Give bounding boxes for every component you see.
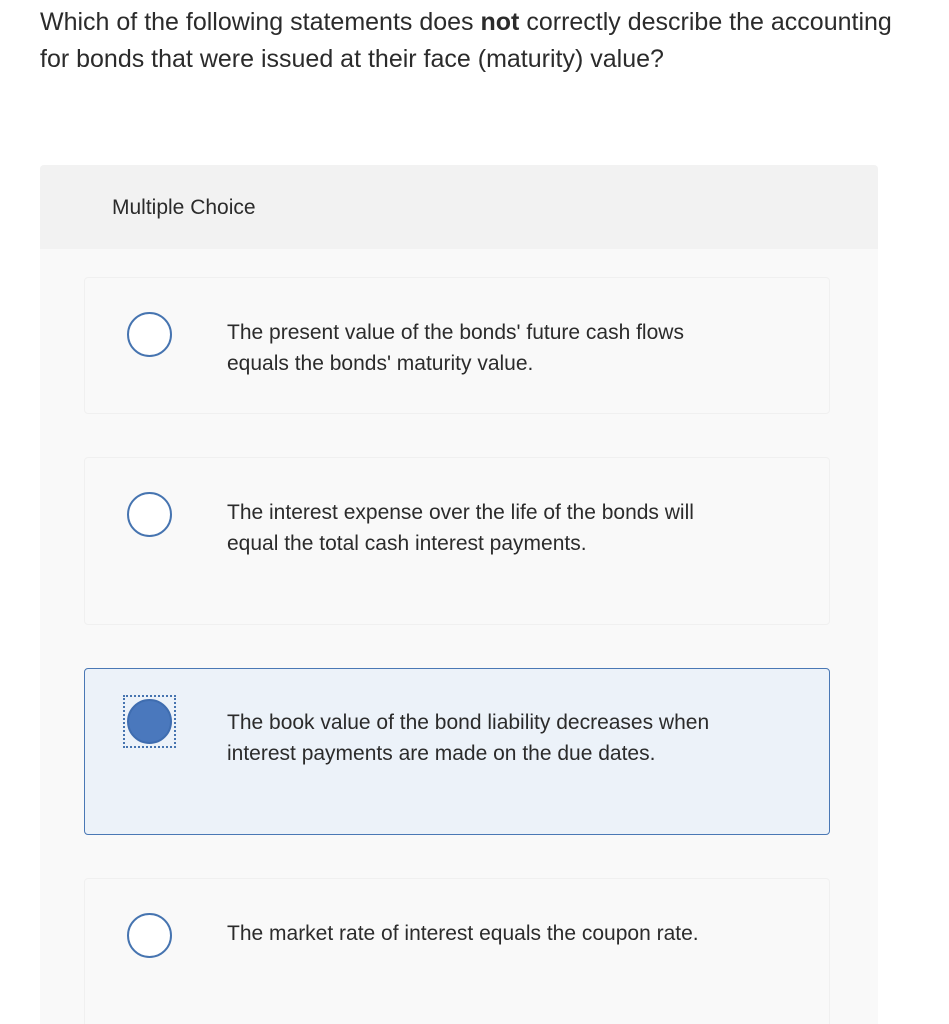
radio-button-icon[interactable] bbox=[127, 492, 172, 537]
choice-option-c[interactable] bbox=[84, 668, 830, 835]
question-prompt bbox=[40, 4, 900, 78]
choice-option-d[interactable] bbox=[84, 878, 830, 1024]
choice-option-b-text: The interest expense over the life of the bonds will equal the total cash interest payments. bbox=[227, 501, 694, 555]
choice-option-a-text: The present value of the bonds' future cash flows equals the bonds' maturity value. bbox=[227, 321, 684, 375]
question-text-before: Which of the following statements does bbox=[40, 8, 481, 36]
question-text-after: correctly describe the accounting for bonds that were issued at their face (maturity) value? bbox=[40, 8, 892, 73]
question-emphasis: not bbox=[480, 8, 520, 36]
multiple-choice-panel bbox=[40, 165, 878, 1024]
choice-option-b[interactable] bbox=[84, 457, 830, 625]
radio-button-selected-icon[interactable] bbox=[127, 699, 172, 744]
choice-option-d-text: The market rate of interest equals the coupon rate. bbox=[227, 922, 699, 945]
multiple-choice-header bbox=[40, 165, 878, 249]
radio-button-icon[interactable] bbox=[127, 913, 172, 958]
choice-option-c-text: The book value of the bond liability decreases when interest payments are made on the due dates. bbox=[227, 711, 710, 765]
choice-option-a[interactable] bbox=[84, 277, 830, 414]
radio-button-icon[interactable] bbox=[127, 312, 172, 357]
multiple-choice-label: Multiple Choice bbox=[112, 196, 256, 219]
